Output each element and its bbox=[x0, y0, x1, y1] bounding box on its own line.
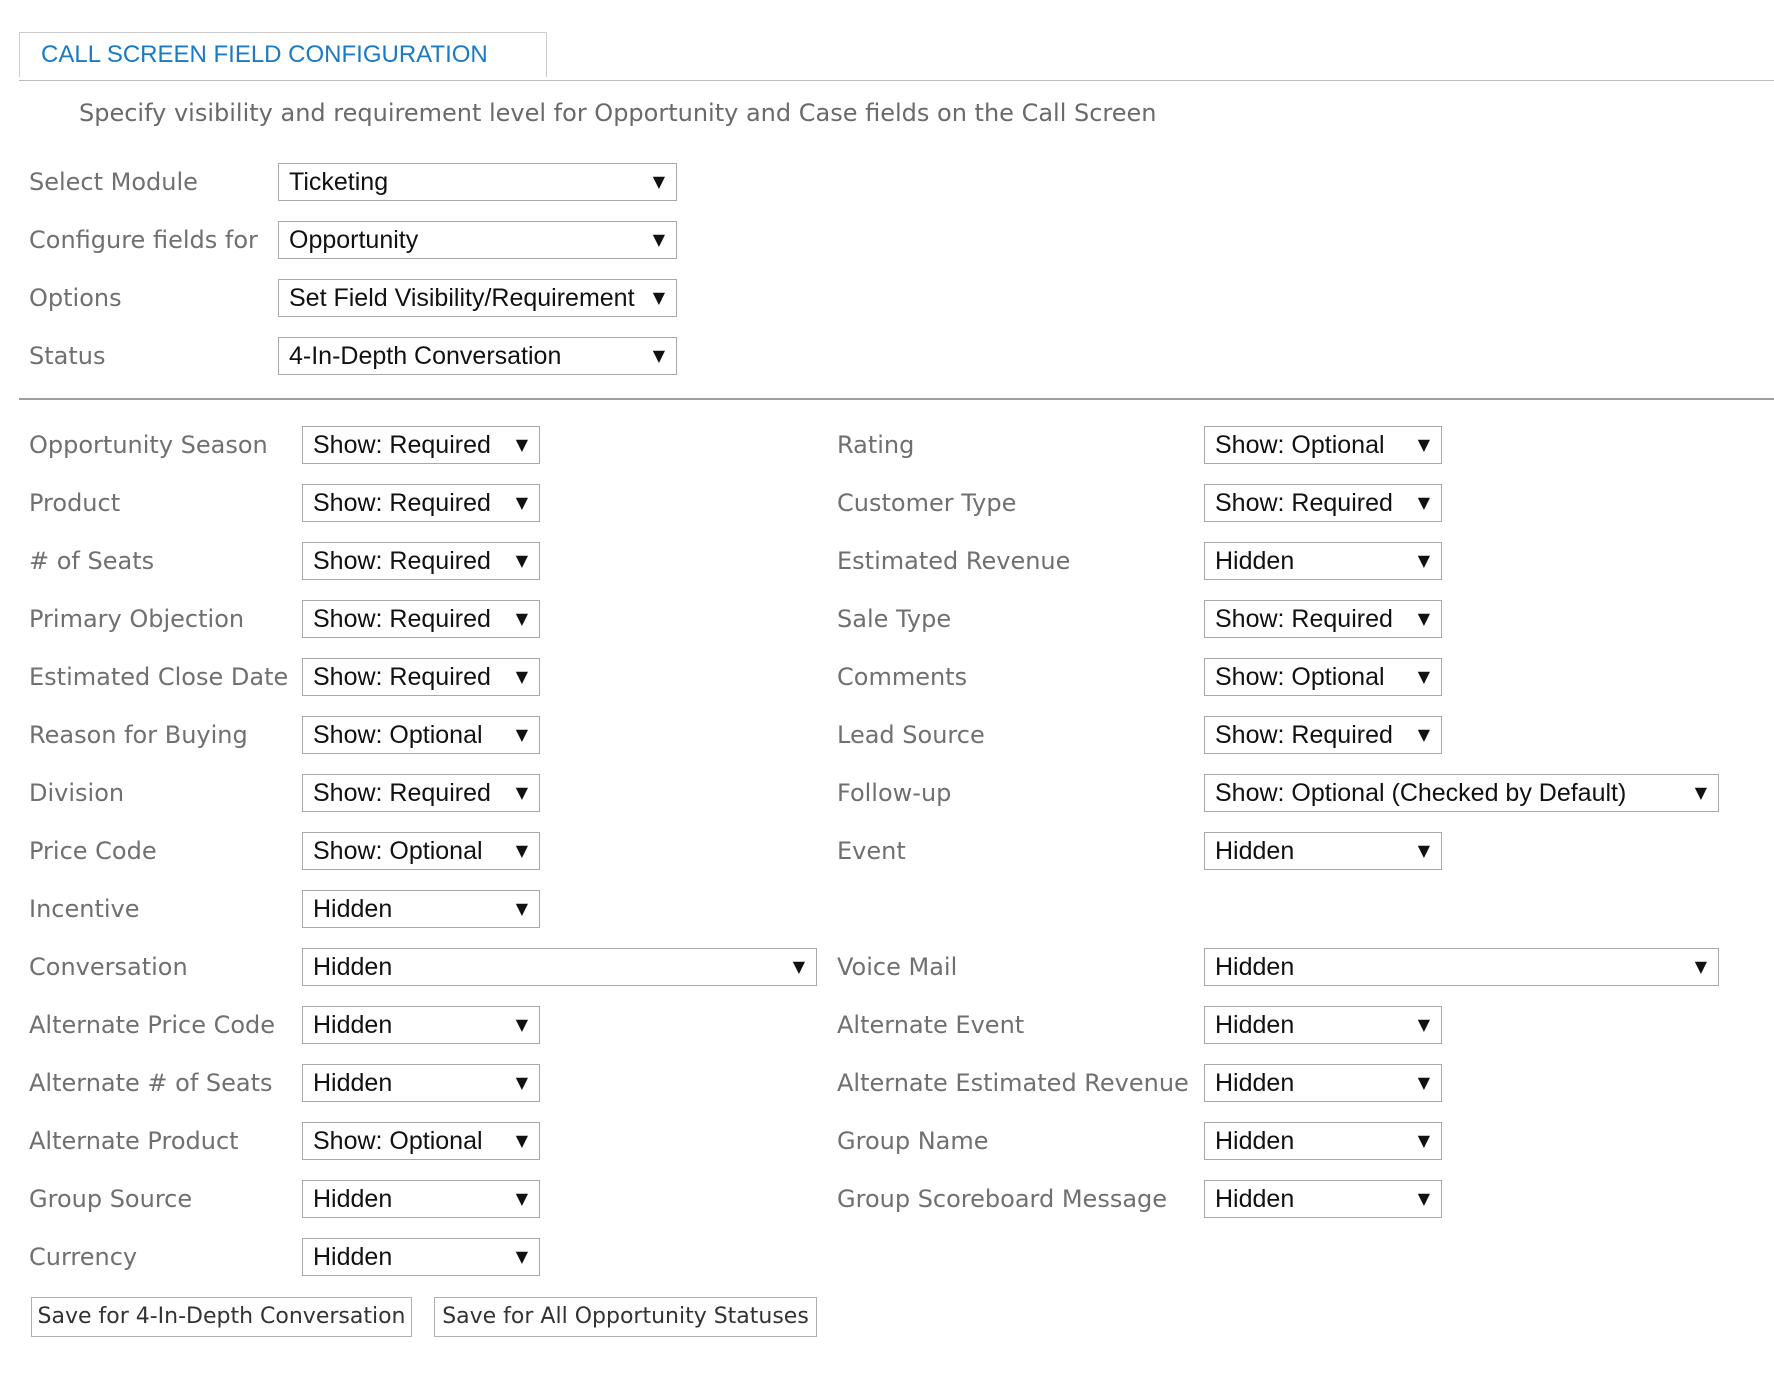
division-dropdown[interactable] bbox=[302, 774, 540, 812]
estimated-close-date-dropdown[interactable] bbox=[302, 658, 540, 696]
dropdown-value: Show: Optional bbox=[313, 1127, 483, 1155]
incentive-label: Incentive bbox=[29, 895, 140, 923]
alternate-product-dropdown[interactable] bbox=[302, 1122, 540, 1160]
dropdown-arrow-icon: ▼ bbox=[1694, 783, 1707, 802]
save-for-status-button[interactable]: Save for 4-In-Depth Conversation bbox=[31, 1297, 412, 1337]
seats-dropdown[interactable] bbox=[302, 542, 540, 580]
dropdown-value: Hidden bbox=[313, 1243, 393, 1271]
conversation-label: Conversation bbox=[29, 953, 188, 981]
price-code-dropdown[interactable] bbox=[302, 832, 540, 870]
currency-label: Currency bbox=[29, 1243, 138, 1271]
page-description: Specify visibility and requirement level for Opportunity and Case fields on the Call Screen bbox=[79, 99, 1157, 127]
alternate-price-code-label: Alternate Price Code bbox=[29, 1011, 276, 1039]
alternate-price-code-dropdown[interactable] bbox=[302, 1006, 540, 1044]
group-source-label: Group Source bbox=[29, 1185, 193, 1213]
product-label: Product bbox=[29, 489, 121, 517]
status-dropdown[interactable] bbox=[278, 337, 677, 375]
alternate-event-label: Alternate Event bbox=[837, 1011, 1025, 1039]
dropdown-value: Show: Optional bbox=[1215, 663, 1385, 691]
product-dropdown[interactable] bbox=[302, 484, 540, 522]
group-name-label: Group Name bbox=[837, 1127, 989, 1155]
group-source-dropdown[interactable] bbox=[302, 1180, 540, 1218]
group-name-dropdown[interactable] bbox=[1204, 1122, 1442, 1160]
reason-for-buying-label: Reason for Buying bbox=[29, 721, 248, 749]
dropdown-arrow-icon: ▼ bbox=[652, 230, 665, 249]
dropdown-value: Opportunity bbox=[289, 226, 419, 254]
group-scoreboard-message-dropdown[interactable] bbox=[1204, 1180, 1442, 1218]
event-dropdown[interactable] bbox=[1204, 832, 1442, 870]
dropdown-arrow-icon: ▼ bbox=[1417, 841, 1430, 860]
dropdown-value: Show: Required bbox=[1215, 721, 1393, 749]
dropdown-value: Show: Optional bbox=[313, 837, 483, 865]
dropdown-arrow-icon: ▼ bbox=[515, 667, 528, 686]
dropdown-value: Show: Required bbox=[313, 779, 491, 807]
alternate-estimated-revenue-dropdown[interactable] bbox=[1204, 1064, 1442, 1102]
dropdown-arrow-icon: ▼ bbox=[652, 346, 665, 365]
dropdown-arrow-icon: ▼ bbox=[1417, 609, 1430, 628]
tab-call-screen-field-configuration[interactable] bbox=[19, 32, 547, 77]
estimated-revenue-dropdown[interactable] bbox=[1204, 542, 1442, 580]
comments-dropdown[interactable] bbox=[1204, 658, 1442, 696]
rating-dropdown[interactable] bbox=[1204, 426, 1442, 464]
dropdown-value: Hidden bbox=[1215, 953, 1295, 981]
rating-label: Rating bbox=[837, 431, 915, 459]
division-label: Division bbox=[29, 779, 125, 807]
voice-mail-dropdown[interactable] bbox=[1204, 948, 1719, 986]
voice-mail-label: Voice Mail bbox=[837, 953, 958, 981]
sale-type-dropdown[interactable] bbox=[1204, 600, 1442, 638]
opportunity-season-label: Opportunity Season bbox=[29, 431, 268, 459]
follow-up-label: Follow-up bbox=[837, 779, 952, 807]
reason-for-buying-dropdown[interactable] bbox=[302, 716, 540, 754]
dropdown-arrow-icon: ▼ bbox=[515, 1247, 528, 1266]
dropdown-arrow-icon: ▼ bbox=[1694, 957, 1707, 976]
configure-fields-dropdown[interactable] bbox=[278, 221, 677, 259]
dropdown-arrow-icon: ▼ bbox=[1417, 435, 1430, 454]
dropdown-value: Hidden bbox=[313, 1069, 393, 1097]
alternate-event-dropdown[interactable] bbox=[1204, 1006, 1442, 1044]
dropdown-arrow-icon: ▼ bbox=[1417, 493, 1430, 512]
tab-label: CALL SCREEN FIELD CONFIGURATION bbox=[41, 41, 488, 68]
conversation-dropdown[interactable] bbox=[302, 948, 817, 986]
dropdown-arrow-icon: ▼ bbox=[652, 288, 665, 307]
dropdown-value: Show: Required bbox=[313, 489, 491, 517]
estimated-close-date-label: Estimated Close Date bbox=[29, 663, 289, 691]
select-module-dropdown[interactable] bbox=[278, 163, 677, 201]
dropdown-value: Hidden bbox=[313, 953, 393, 981]
dropdown-arrow-icon: ▼ bbox=[515, 899, 528, 918]
dropdown-value: Show: Required bbox=[313, 431, 491, 459]
alternate-product-label: Alternate Product bbox=[29, 1127, 239, 1155]
dropdown-arrow-icon: ▼ bbox=[1417, 1073, 1430, 1092]
dropdown-arrow-icon: ▼ bbox=[515, 1073, 528, 1092]
estimated-revenue-label: Estimated Revenue bbox=[837, 547, 1071, 575]
options-dropdown[interactable] bbox=[278, 279, 677, 317]
section-divider bbox=[19, 398, 1774, 400]
dropdown-value: Hidden bbox=[313, 1011, 393, 1039]
dropdown-arrow-icon: ▼ bbox=[792, 957, 805, 976]
save-for-all-statuses-button[interactable]: Save for All Opportunity Statuses bbox=[434, 1297, 817, 1337]
dropdown-value: Hidden bbox=[1215, 1127, 1295, 1155]
dropdown-arrow-icon: ▼ bbox=[515, 725, 528, 744]
dropdown-arrow-icon: ▼ bbox=[1417, 1015, 1430, 1034]
dropdown-arrow-icon: ▼ bbox=[515, 1015, 528, 1034]
price-code-label: Price Code bbox=[29, 837, 157, 865]
dropdown-arrow-icon: ▼ bbox=[515, 1131, 528, 1150]
dropdown-arrow-icon: ▼ bbox=[1417, 551, 1430, 570]
dropdown-value: Hidden bbox=[313, 895, 393, 923]
follow-up-dropdown[interactable] bbox=[1204, 774, 1719, 812]
group-scoreboard-message-label: Group Scoreboard Message bbox=[837, 1185, 1168, 1213]
dropdown-value: Hidden bbox=[1215, 1011, 1295, 1039]
dropdown-value: Show: Required bbox=[313, 605, 491, 633]
dropdown-arrow-icon: ▼ bbox=[1417, 1131, 1430, 1150]
dropdown-value: Hidden bbox=[313, 1185, 393, 1213]
alternate-seats-dropdown[interactable] bbox=[302, 1064, 540, 1102]
dropdown-value: Show: Optional (Checked by Default) bbox=[1215, 779, 1627, 807]
dropdown-value: Show: Optional bbox=[1215, 431, 1385, 459]
dropdown-arrow-icon: ▼ bbox=[1417, 667, 1430, 686]
dropdown-arrow-icon: ▼ bbox=[515, 841, 528, 860]
dropdown-value: Show: Required bbox=[313, 663, 491, 691]
dropdown-value: Hidden bbox=[1215, 1069, 1295, 1097]
dropdown-value: Show: Optional bbox=[313, 721, 483, 749]
dropdown-arrow-icon: ▼ bbox=[515, 783, 528, 802]
opportunity-season-dropdown[interactable] bbox=[302, 426, 540, 464]
dropdown-value: Show: Required bbox=[1215, 489, 1393, 517]
tab-underline bbox=[19, 80, 1774, 81]
dropdown-arrow-icon: ▼ bbox=[1417, 1189, 1430, 1208]
dropdown-value: Show: Required bbox=[1215, 605, 1393, 633]
dropdown-value: Ticketing bbox=[289, 168, 389, 196]
dropdown-arrow-icon: ▼ bbox=[652, 172, 665, 191]
status-label: Status bbox=[29, 342, 106, 370]
dropdown-value: Set Field Visibility/Requirement bbox=[289, 284, 635, 312]
configure-fields-label: Configure fields for bbox=[29, 226, 258, 254]
dropdown-value: Show: Required bbox=[313, 547, 491, 575]
dropdown-arrow-icon: ▼ bbox=[515, 435, 528, 454]
primary-objection-dropdown[interactable] bbox=[302, 600, 540, 638]
currency-dropdown[interactable] bbox=[302, 1238, 540, 1276]
lead-source-dropdown[interactable] bbox=[1204, 716, 1442, 754]
seats-label: # of Seats bbox=[29, 547, 155, 575]
dropdown-arrow-icon: ▼ bbox=[515, 493, 528, 512]
options-label: Options bbox=[29, 284, 122, 312]
dropdown-arrow-icon: ▼ bbox=[515, 609, 528, 628]
primary-objection-label: Primary Objection bbox=[29, 605, 245, 633]
dropdown-arrow-icon: ▼ bbox=[515, 551, 528, 570]
alternate-seats-label: Alternate # of Seats bbox=[29, 1069, 273, 1097]
lead-source-label: Lead Source bbox=[837, 721, 985, 749]
select-module-label: Select Module bbox=[29, 168, 198, 196]
incentive-dropdown[interactable] bbox=[302, 890, 540, 928]
customer-type-dropdown[interactable] bbox=[1204, 484, 1442, 522]
comments-label: Comments bbox=[837, 663, 968, 691]
event-label: Event bbox=[837, 837, 906, 865]
dropdown-value: 4-In-Depth Conversation bbox=[289, 342, 562, 370]
dropdown-value: Hidden bbox=[1215, 1185, 1295, 1213]
dropdown-arrow-icon: ▼ bbox=[1417, 725, 1430, 744]
sale-type-label: Sale Type bbox=[837, 605, 952, 633]
dropdown-arrow-icon: ▼ bbox=[515, 1189, 528, 1208]
customer-type-label: Customer Type bbox=[837, 489, 1017, 517]
dropdown-value: Hidden bbox=[1215, 547, 1295, 575]
dropdown-value: Hidden bbox=[1215, 837, 1295, 865]
alternate-estimated-revenue-label: Alternate Estimated Revenue bbox=[837, 1069, 1189, 1097]
